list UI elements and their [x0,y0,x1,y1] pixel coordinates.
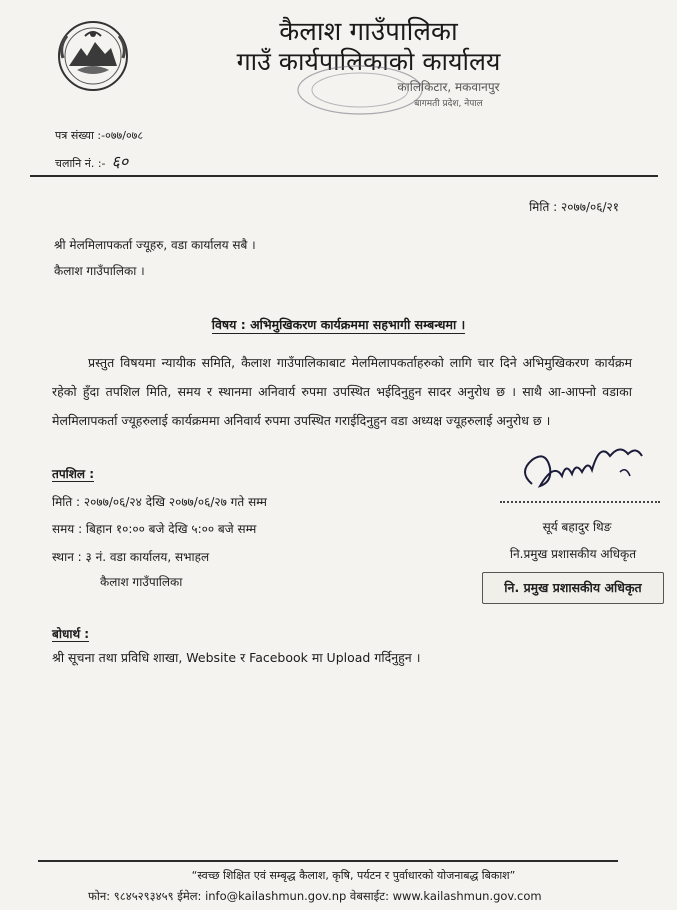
addressee-line-1: श्री मेलमिलापकर्ता ज्यूहरु, वडा कार्यालय सबै । [54,238,256,252]
letter-number-label: पत्र संख्या :- [55,129,106,142]
signatory-name: सूर्य बहादुर थिङ [542,520,612,534]
details-place: स्थान : ३ नं. वडा कार्यालय, सभाहल [52,550,210,564]
round-seal-icon [285,60,435,120]
signature-line [500,501,660,503]
dispatch-number-label: चलानि नं. :- [55,157,106,170]
designation-stamp: नि. प्रमुख प्रशासकीय अधिकृत [482,572,664,604]
details-place-sub: कैलाश गाउँपालिका [100,575,183,589]
letter-date: मिति : २०७७/०६/२१ [529,200,619,214]
office-subtitle: गाउँ कार्यपालिकाको कार्यालय [236,47,501,76]
subject-text: विषय : अभिमुखिकरण कार्यक्रममा सहभागी सम्बन्धमा । [211,317,466,332]
signatory-designation: नि.प्रमुख प्रशासकीय अधिकृत [509,547,637,561]
signature-icon [510,432,660,502]
footer-motto: “स्वच्छ शिक्षित एवं सम्बृद्ध कैलाश, कृषि, पर्यटन र पुर्वाधारको योजनाबद्ध बिकाश” [191,869,516,882]
footer-divider [38,860,618,862]
office-province: बागमती प्रदेश, नेपाल [414,99,483,109]
header-divider [30,175,658,177]
details-date: मिति : २०७७/०६/२४ देखि २०७७/०६/२७ गते सम्म [52,495,267,509]
letter-body [52,348,632,435]
dispatch-number-value: ६० [111,152,129,171]
dispatch-number [55,150,128,172]
body-paragraph: प्रस्तुत विषयमा न्यायीक समिति, कैलाश गाउँपालिकाबाट मेलमिलापकर्ताहरुको लागि चार दिने अभिमुखिकरण कार्यक्रम रहेको हुँदा तपशिल मिति, समय र स्थानमा अनिवार्य रुपमा उपस्थित भईदिनुहुन सादर अनुरोध छ । साथै आ-आफ्नो वडाका मेलमिलापकर्ता ज्यूहरुलाई कार्यक्रममा अनिवार्य रुपमा उपस्थित गराईदिनुहुन वडा अध्यक्ष ज्यूहरुलाई अनुरोध छ । [52,355,632,428]
addressee-line-2: कैलाश गाउँपालिका । [54,264,145,278]
letter-number-value: ०७७/०७८ [105,129,144,142]
details-time: समय : बिहान १०:०० बजे देखि ५:०० बजे सम्म [52,522,257,536]
letter-number [55,128,143,143]
office-title: कैलाश गाउँपालिका [279,17,458,47]
cc-line: श्री सूचना तथा प्रविधि शाखा, Website र Facebook मा Upload गर्दिनुहुन । [52,650,421,665]
footer-contact: फोन: ९८४५२९३४५९ ईमेल: info@kailashmun.gov.np वेबसाईट: www.kailashmun.gov.com [88,889,542,903]
cc-heading: बोधार्थ : [52,627,90,641]
subject-line [0,316,677,333]
office-address: कालिकिटार, मकवानपुर [397,80,500,94]
details-heading: तपशिल : [52,467,95,481]
